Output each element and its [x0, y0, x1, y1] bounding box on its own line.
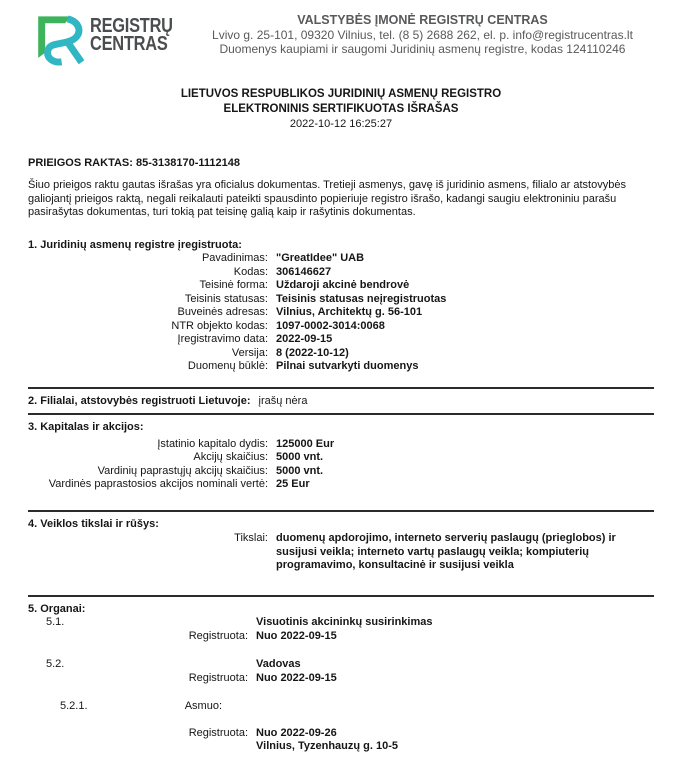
field-label: Vardinių paprastųjų akcijų skaičius:: [97, 464, 268, 477]
field-value: Pilnai sutvarkyti duomenys: [276, 360, 419, 372]
section-2-value: įrašų nėra: [258, 394, 308, 407]
divider: [28, 510, 654, 512]
registered-date: Nuo 2022-09-26: [256, 726, 337, 739]
field-label: Pavadinimas:: [201, 252, 268, 264]
header-address-line2: Duomenys kaupiami ir saugomi Juridinių asmenų registre, kodas 124110246: [219, 42, 626, 56]
section-2-heading: 2. Filialai, atstovybės registruoti Lietuvoje:: [28, 394, 251, 407]
table-row: [28, 266, 654, 280]
table-row: [28, 333, 654, 347]
field-label: Registruota:: [188, 629, 248, 642]
table-row: [28, 478, 654, 492]
section-1-registration: [0, 239, 682, 374]
organ-name: Visuotinis akcininkų susirinkimas: [256, 616, 433, 628]
table-row: [28, 320, 654, 334]
field-value: "GreatIdee" UAB: [276, 252, 365, 264]
section-1-heading: 1. Juridinių asmenų registre įregistruota:: [28, 238, 242, 251]
table-row: [28, 465, 654, 479]
field-label: Įstatinio kapitalo dydis:: [157, 437, 268, 450]
field-value: 2022-09-15: [276, 333, 333, 345]
field-label: Įregistravimo data:: [177, 333, 268, 345]
field-value: Uždaroji akcinė bendrovė: [276, 279, 410, 291]
list-item: [28, 616, 654, 643]
section-4-heading: 4. Veiklos tikslai ir rūšys:: [28, 517, 159, 530]
field-label: Teisinis statusas:: [184, 292, 268, 305]
field-value: 5000 vnt.: [276, 451, 324, 463]
field-value: [256, 727, 398, 754]
title-line2: ELEKTRONINIS SERTIFIKUOTAS IŠRAŠAS: [223, 103, 459, 115]
table-row: [28, 532, 654, 573]
field-value: Nuo 2022-09-15: [256, 671, 337, 684]
divider: [28, 595, 654, 597]
title-timestamp: 2022-10-12 16:25:27: [289, 118, 393, 130]
header-org-name: VALSTYBĖS ĮMONĖ REGISTRŲ CENTRAS: [297, 13, 548, 27]
table-row: [28, 252, 654, 266]
registru-centras-logo: [33, 10, 191, 66]
section-2-branches: [0, 389, 682, 414]
field-value: 125000 Eur: [276, 437, 335, 450]
field-label: Registruota:: [188, 671, 248, 684]
title-line1: LIETUVOS RESPUBLIKOS JURIDINIŲ ASMENŲ REGISTRO: [180, 88, 502, 100]
field-value: 1097-0002-3014:0068: [276, 319, 385, 332]
registru-centras-logo-icon: [33, 10, 85, 66]
field-value: 5000 vnt.: [276, 464, 324, 477]
field-label: Kodas:: [233, 265, 268, 278]
field-label: Registruota:: [188, 726, 248, 739]
organ-number: 5.1.: [46, 616, 65, 628]
field-label: Buveinės adresas:: [177, 306, 268, 318]
logo-wordmark-line1: REGISTRŲ: [90, 15, 173, 37]
header-address-line1: Lvivo g. 25-101, 09320 Vilnius, tel. (8 5) 2688 262, el. p. info@registrucentras.lt: [212, 28, 633, 42]
table-row: [28, 451, 654, 465]
list-item: [28, 700, 654, 754]
disclaimer-paragraph: Šiuo prieigos raktu gautas išrašas yra oficialus dokumentas. Tretieji asmenys, gavę iš juridinio asmens, filialo ar atstovybės galiojantį prieigos raktą, negali reikalauti pateikti spausdinto popieriuje registro išrašo, kadangi saugiu elektroniniu parašu pasirašytas dokumentas, turi tokią pat teisinę galią kaip ir rašytinis dokumentas.: [28, 179, 626, 218]
field-label: Asmuo:: [184, 700, 222, 712]
field-value: Teisinis statusas neįregistruotas: [276, 292, 447, 305]
section-5-organs: [0, 603, 682, 754]
field-value: 306146627: [276, 265, 332, 278]
organ-number: 5.2.1.: [60, 700, 88, 712]
logo-wordmark-line2: CENTRAS: [90, 33, 168, 55]
registered-address: Vilnius, Tyzenhauzų g. 10-5: [256, 740, 399, 752]
field-label: Versija:: [231, 346, 268, 359]
field-label: Teisinė forma:: [199, 279, 268, 291]
field-label: Vardinės paprastosios akcijos nominali vertė:: [48, 478, 268, 490]
organ-number: 5.2.: [46, 658, 65, 670]
table-row: [28, 347, 654, 361]
list-item: [28, 658, 654, 685]
field-value: 8 (2022-10-12): [276, 346, 349, 359]
table-row: [28, 360, 654, 374]
field-value: Nuo 2022-09-15: [256, 629, 337, 642]
document-title: [0, 87, 682, 132]
section-3-heading: 3. Kapitalas ir akcijos:: [28, 421, 144, 433]
table-row: [28, 438, 654, 452]
section-4-activities: [0, 518, 682, 573]
header-contact-block: [191, 10, 654, 56]
table-row: [28, 293, 654, 307]
organ-name: Vadovas: [256, 658, 301, 670]
table-row: [28, 279, 654, 293]
field-value: duomenų apdorojimo, interneto serverių paslaugų (prieglobos) ir susijusi veikla; interneto vartų paslaugų veikla; kompiuterių programavimo, konsultacinė ir susijusi veikla: [276, 532, 616, 571]
section-3-capital: [0, 421, 682, 492]
section-5-heading: 5. Organai:: [28, 602, 86, 615]
field-value: 25 Eur: [276, 478, 310, 490]
field-label: Akcijų skaičius:: [193, 451, 268, 463]
divider: [28, 413, 654, 415]
field-label: Tikslai:: [234, 532, 268, 544]
logo-wordmark: [90, 10, 173, 53]
document-header: [0, 0, 682, 66]
access-key: PRIEIGOS RAKTAS: 85-3138170-1112148: [28, 156, 240, 169]
field-label: Duomenų būklė:: [187, 360, 268, 372]
table-row: [28, 306, 654, 320]
field-label: NTR objekto kodas:: [171, 319, 268, 332]
field-value: Vilnius, Architektų g. 56-101: [276, 306, 423, 318]
